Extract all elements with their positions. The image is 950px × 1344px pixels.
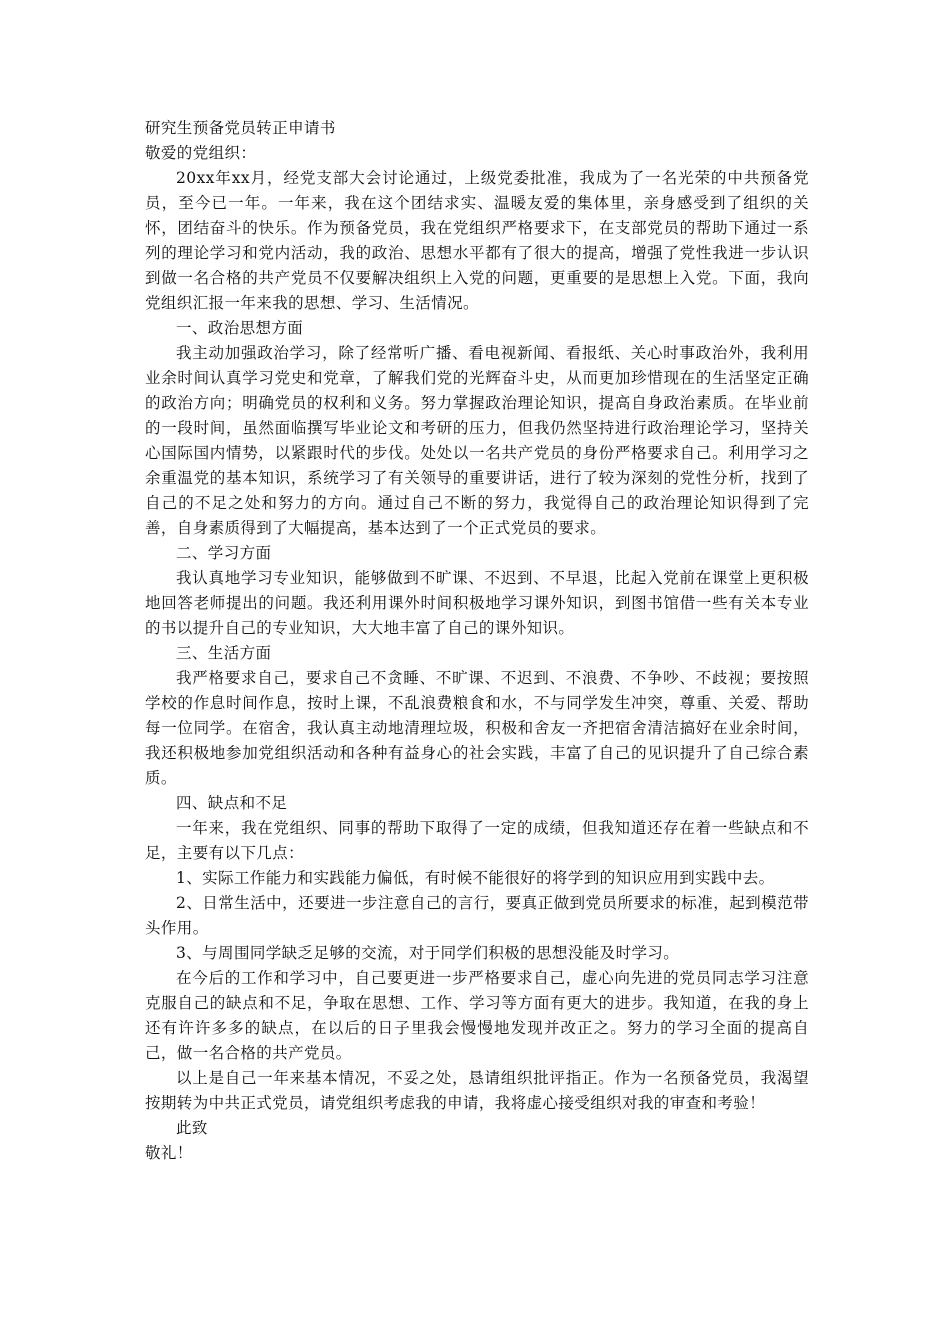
request-paragraph: 以上是自己一年来基本情况，不妥之处，恳请组织批评指正。作为一名预备党员，我渴望按期转为中共正式党员，请党组织考虑我的申请，我将虚心接受组织对我的审查和考验！ [145,1069,809,1112]
section-heading-shortcomings: 四、缺点和不足 [176,794,288,812]
closing-jingli: 敬礼！ [145,1144,193,1162]
section-body-politics: 我主动加强政治学习，除了经常听广播、看电视新闻、看报纸、关心时事政治外，我利用业余时间认真学习党史和党章，了解我们党的光辉奋斗史，从而更加珍惜现在的生活坚定正确的政治方向；明确党员的权利和义务。努力掌握政治理论知识，提高自身政治素质。在毕业前的一段时间，虽然面临撰写毕业论文和考研的压力，但我仍然坚持进行政治理论学习，坚持关心国际国内情势，以紧跟时代的步伐。处处以一名共产党员的身份严格要求自己。利用学习之余重温党的基本知识，系统学习了有关领导的重要讲话，进行了较为深刻的党性分析，找到了自己的不足之处和努力的方向。通过自己不断的努力，我觉得自己的政治理论知识得到了完善，自身素质得到了大幅提高，基本达到了一个正式党员的要求。 [145,344,809,537]
document-title: 研究生预备党员转正申请书 [145,119,336,137]
shortcoming-point-3: 3、与周围同学缺乏足够的交流，对于同学们积极的思想没能及时学习。 [176,944,680,962]
section-heading-politics: 一、政治思想方面 [176,319,304,337]
section-body-life: 我严格要求自己，要求自己不贪睡、不旷课、不迟到、不浪费、不争吵、不歧视；要按照学校的作息时间作息，按时上课，不乱浪费粮食和水，不与同学发生冲突，尊重、关爱、帮助每一位同学。在宿舍，我认真主动地清理垃圾，积极和舍友一齐把宿舍清洁搞好在业余时间，我还积极地参加党组织活动和各种有益身心的社会实践，丰富了自己的见识提升了自己综合素质。 [145,669,809,787]
section-body-study: 我认真地学习专业知识，能够做到不旷课、不迟到、不早退，比起入党前在课堂上更积极地回答老师提出的问题。我还利用课外时间积极地学习课外知识，到图书馆借一些有关本专业的书以提升自己的专业知识，大大地丰富了自己的课外知识。 [145,569,809,637]
section-heading-life: 三、生活方面 [176,644,272,662]
document-page [145,116,809,1166]
intro-paragraph: 20xx年xx月，经党支部大会讨论通过，上级党委批准，我成为了一名光荣的中共预备党员，至今已一年。一年来，我在这个团结求实、温暖友爱的集体里，亲身感受到了组织的关怀，团结奋斗的快乐。作为预备党员，我在党组织严格要求下，在支部党员的帮助下通过一系列的理论学习和党内活动，我的政治、思想水平都有了很大的提高，增强了党性我进一步认识到做一名合格的共产党员不仅要解决组织上入党的问题，更重要的是思想上入党。下面，我向党组织汇报一年来我的思想、学习、生活情况。 [145,169,809,312]
closing-cizhi: 此致 [176,1119,208,1137]
shortcoming-point-1: 1、实际工作能力和实践能力偏低，有时候不能很好的将学到的知识应用到实践中去。 [176,869,775,887]
shortcoming-point-2: 2、日常生活中，还要进一步注意自己的言行，要真正做到党员所要求的标准，起到模范带头作用。 [145,894,809,937]
section-body-shortcomings: 一年来，我在党组织、同事的帮助下取得了一定的成绩，但我知道还存在着一些缺点和不足，主要有以下几点： [145,819,809,862]
salutation: 敬爱的党组织： [145,144,257,162]
future-plan-paragraph: 在今后的工作和学习中，自己要更进一步严格要求自己，虚心向先进的党员同志学习注意克服自己的缺点和不足，争取在思想、工作、学习等方面有更大的进步。我知道，在我的身上还有许许多多的缺点，在以后的日子里我会慢慢地发现并改正之。努力的学习全面的提高自己，做一名合格的共产党员。 [145,969,809,1062]
section-heading-study: 二、学习方面 [176,544,272,562]
